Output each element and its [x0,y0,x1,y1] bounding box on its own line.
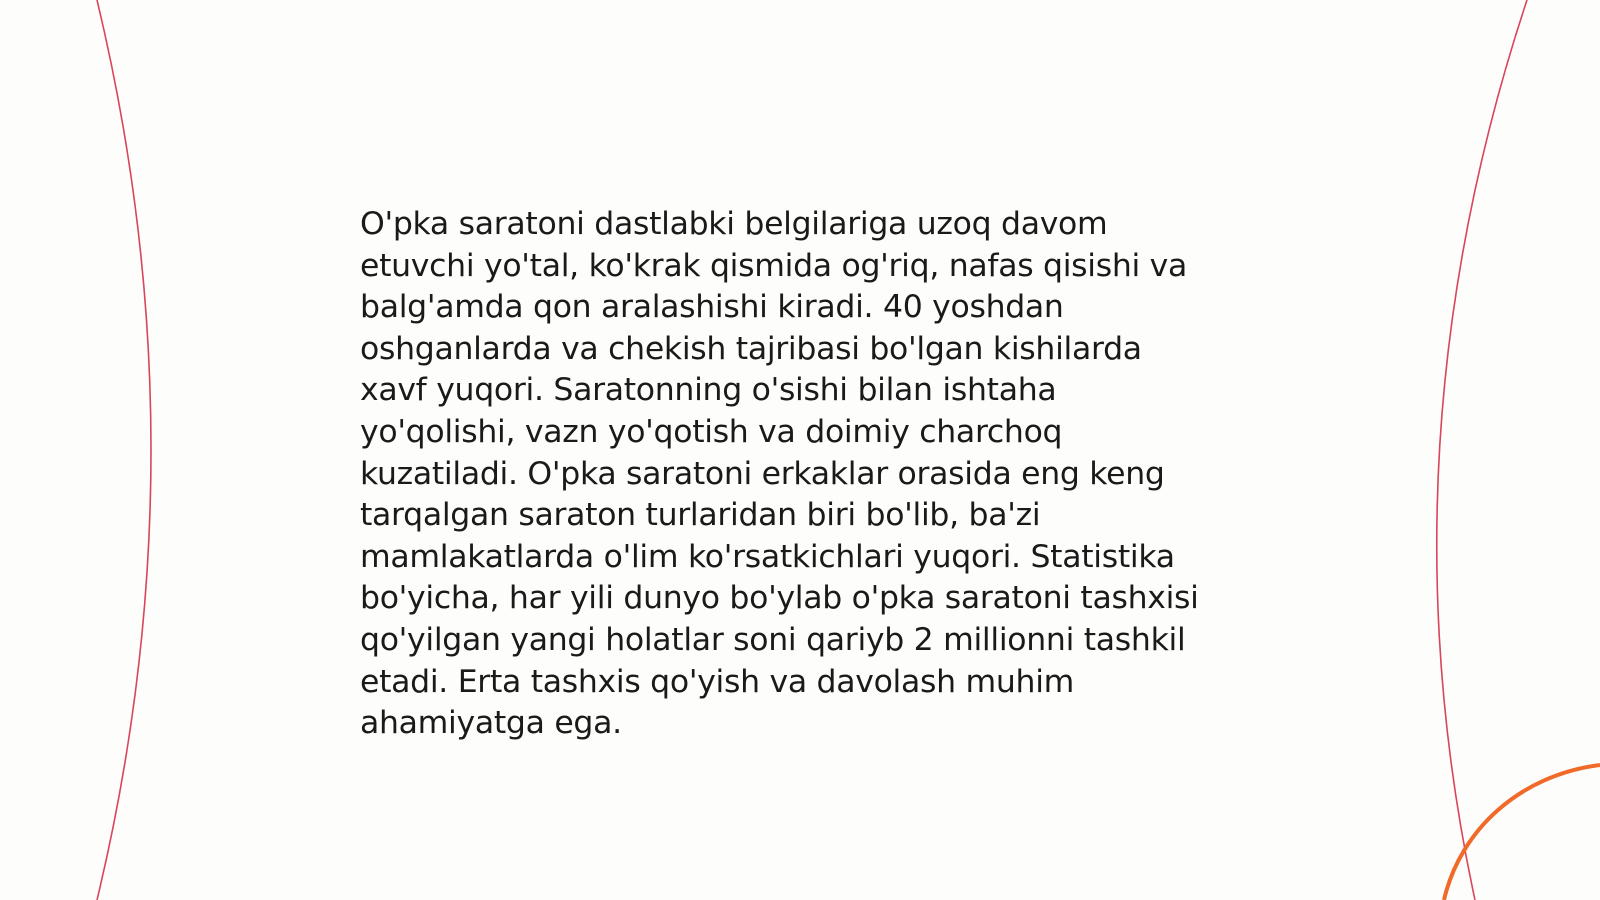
paragraph-line: tarqalgan saraton turlaridan biri bo'lib, ba'zi [360,497,1041,534]
left-curve-line [97,0,151,900]
paragraph-line: qo'yilgan yangi holatlar soni qariyb 2 millionni tashkil [360,621,1186,658]
paragraph-line: ahamiyatga ega. [360,705,622,742]
right-curve-line [1437,0,1527,900]
paragraph-line: bo'yicha, har yili dunyo bo'ylab o'pka saratoni tashxisi [360,580,1199,617]
paragraph-line: mamlakatlarda o'lim ko'rsatkichlari yuqori. Statistika [360,538,1175,575]
paragraph-line: yo'qolishi, vazn yo'qotish va doimiy charchoq [360,413,1063,450]
paragraph-line: balg'amda qon aralashishi kiradi. 40 yoshdan [360,289,1064,326]
paragraph-line: kuzatiladi. O'pka saratoni erkaklar orasida eng keng [360,455,1165,492]
paragraph-line: etadi. Erta tashxis qo'yish va davolash muhim [360,663,1075,700]
body-paragraph [360,204,1240,745]
paragraph-line: etuvchi yo'tal, ko'krak qismida og'riq, nafas qisishi va [360,247,1188,284]
orange-arc [1444,765,1600,900]
paragraph-line: oshganlarda va chekish tajribasi bo'lgan kishilarda [360,330,1142,367]
paragraph-line: xavf yuqori. Saratonning o'sishi bilan ishtaha [360,372,1057,409]
paragraph-line: O'pka saratoni dastlabki belgilariga uzoq davom [360,206,1108,242]
